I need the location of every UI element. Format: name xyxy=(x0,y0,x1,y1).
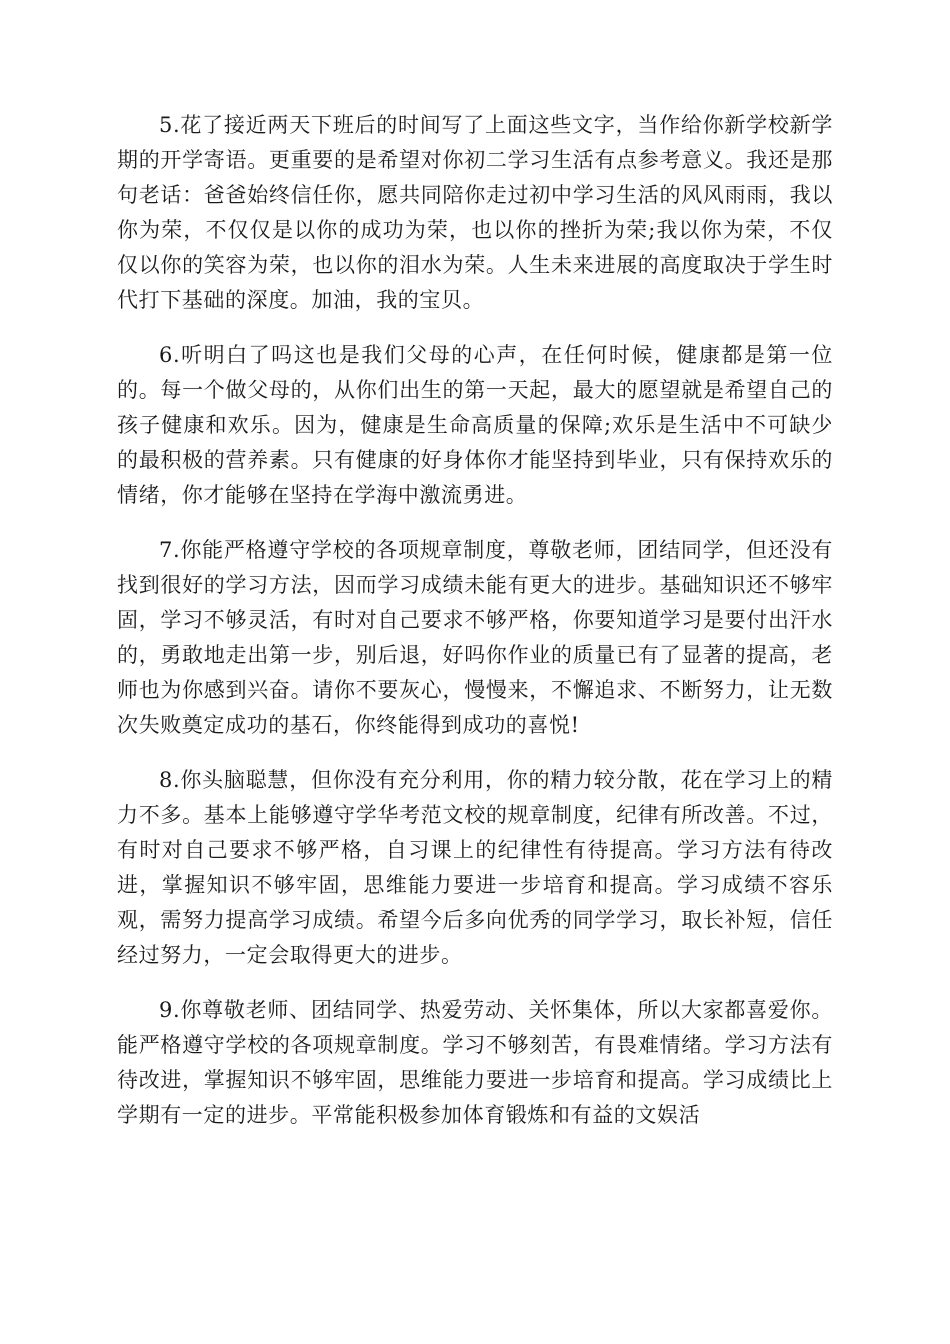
document-page xyxy=(117,108,833,1153)
paragraph-5: 5.花了接近两天下班后的时间写了上面这些文字，当作给你新学校新学期的开学寄语。更重要的是希望对你初二学习生活有点参考意义。我还是那句老话：爸爸始终信任你，愿共同陪你走过初中学习生活的风风雨雨，我以你为荣，不仅仅是以你的成功为荣，也以你的挫折为荣;我以你为荣，不仅仅以你的笑容为荣，也以你的泪水为荣。人生未来进展的高度取决于学生时代打下基础的深度。加油，我的宝贝。 xyxy=(117,113,833,312)
paragraph-8: 8.你头脑聪慧，但你没有充分利用，你的精力较分散，花在学习上的精力不多。基本上能够遵守学华考范文校的规章制度，纪律有所改善。不过，有时对自己要求不够严格，自习课上的纪律性有待提高。学习方法有待改进，掌握知识不够牢固，思维能力要进一步培育和提高。学习成绩不容乐观，需努力提高学习成绩。希望今后多向优秀的同学学习，取长补短，信任经过努力，一定会取得更大的进步。 xyxy=(117,768,833,967)
paragraph-9: 9.你尊敬老师、团结同学、热爱劳动、关怀集体，所以大家都喜爱你。能严格遵守学校的各项规章制度。学习不够刻苦，有畏难情绪。学习方法有待改进，掌握知识不够牢固，思维能力要进一步培育和提高。学习成绩比上学期有一定的进步。平常能积极参加体育锻炼和有益的文娱活 xyxy=(117,998,833,1127)
paragraph-6: 6.听明白了吗这也是我们父母的心声，在任何时候，健康都是第一位的。每一个做父母的，从你们出生的第一天起，最大的愿望就是希望自己的孩子健康和欢乐。因为，健康是生命高质量的保障;欢乐是生活中不可缺少的最积极的营养素。只有健康的好身体你才能坚持到毕业，只有保持欢乐的情绪，你才能够在坚持在学海中激流勇进。 xyxy=(117,343,833,507)
paragraph-7: 7.你能严格遵守学校的各项规章制度，尊敬老师，团结同学，但还没有找到很好的学习方法，因而学习成绩未能有更大的进步。基础知识还不够牢固，学习不够灵活，有时对自己要求不够严格，你要知道学习是要付出汗水的，勇敢地走出第一步，别后退，好吗你作业的质量已有了显著的提高，老师也为你感到兴奋。请你不要灰心，慢慢来，不懈追求、不断努力，让无数次失败奠定成功的基石，你终能得到成功的喜悦! xyxy=(117,538,833,737)
